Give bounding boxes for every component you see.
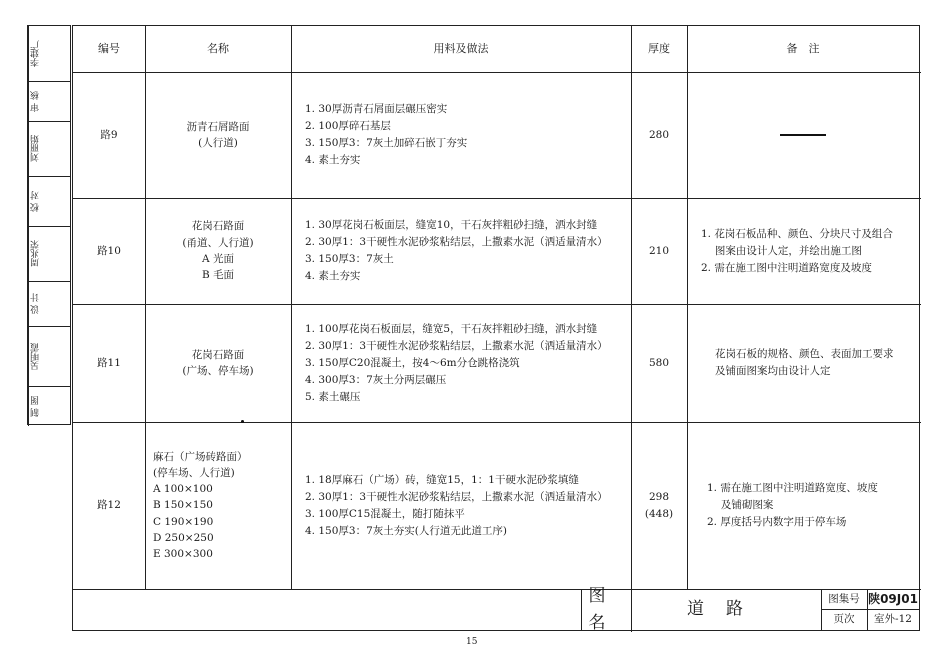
method-step: 2. 100厚碎石基层 bbox=[305, 120, 391, 132]
signature-role: 审 核 bbox=[28, 82, 42, 121]
method-step: 5. 素土碾压 bbox=[305, 390, 361, 403]
signature-name bbox=[42, 26, 72, 81]
row-name bbox=[145, 304, 291, 422]
row-name-text: 麻石（广场砖路面） (停车场、人行道) A 100×100 B 150×150 C 190×190 D 250×250 E 300×300 bbox=[153, 450, 248, 561]
method-step: 2. 30厚1：3干硬性水泥砂浆粘结层，上撒素水泥（洒适量清水） bbox=[305, 236, 608, 248]
page-value: 室外-12 bbox=[874, 613, 912, 626]
row-code: 路10 bbox=[97, 244, 121, 257]
row-thickness-text: 298 (448) bbox=[644, 491, 674, 520]
method-step: 4. 300厚3：7灰土分两层碾压 bbox=[305, 373, 447, 386]
header-thickness: 厚度 bbox=[648, 42, 670, 56]
row-name-text: 花岗石路面 (广场、停车场) bbox=[182, 348, 254, 377]
signature-role: 吴明霞 bbox=[28, 327, 42, 386]
header-code: 编号 bbox=[98, 42, 120, 56]
header-name: 名称 bbox=[207, 42, 229, 56]
remark-line: 图案由设计人定，并绘出施工图 bbox=[701, 244, 862, 257]
remarks-list bbox=[715, 346, 894, 380]
atlas-label: 图集号 bbox=[828, 592, 860, 605]
row-method bbox=[305, 304, 631, 422]
method-list bbox=[305, 321, 608, 406]
signature-role: 设 计 bbox=[28, 282, 42, 326]
signature-role: 制 图 bbox=[28, 387, 42, 426]
page-number: 15 bbox=[466, 637, 478, 647]
remark-line: 2. 厚度括号内数字用于停车场 bbox=[707, 516, 847, 528]
row-name-text: 沥青石屑路面 (人行道) bbox=[186, 120, 250, 149]
row-method bbox=[305, 422, 631, 589]
signature-cell bbox=[28, 326, 70, 386]
method-step: 4. 素土夯实 bbox=[305, 270, 361, 282]
method-list bbox=[305, 472, 608, 540]
material-table bbox=[72, 25, 920, 631]
method-step: 1. 100厚花岗石板面层，缝宽5，干石灰拌粗砂扫缝，洒水封缝 bbox=[305, 322, 598, 335]
method-step: 2. 30厚1：3干硬性水泥砂浆粘结层，上撒素水泥（洒适量清水） bbox=[305, 339, 608, 352]
row-name bbox=[153, 422, 291, 589]
method-list bbox=[305, 101, 467, 169]
method-step: 4. 素土夯实 bbox=[305, 154, 361, 166]
method-step: 1. 18厚麻石（广场）砖，缝宽15，1：1干硬水泥砂浆填缝 bbox=[305, 473, 579, 486]
empty-dash bbox=[780, 134, 826, 136]
row-thickness: 210 bbox=[648, 244, 670, 257]
row-method bbox=[305, 198, 631, 304]
method-step: 1. 30厚花岗石板面层，缝宽10，干石灰拌粗砂扫缝，洒水封缝 bbox=[305, 219, 598, 231]
signature-cell bbox=[28, 81, 70, 121]
remarks-list bbox=[707, 480, 878, 531]
signature-role: 校 对 bbox=[28, 177, 42, 226]
signature-cell bbox=[28, 121, 70, 176]
footer-label-text: 图名 bbox=[588, 586, 624, 633]
remark-line: 及铺砌图案 bbox=[707, 499, 774, 511]
signature-cell bbox=[28, 226, 70, 281]
atlas-value: 陕09J01 bbox=[868, 591, 918, 606]
row-code: 路11 bbox=[97, 356, 121, 369]
column-divider bbox=[291, 26, 292, 589]
row-code: 路12 bbox=[97, 499, 121, 512]
method-step: 4. 150厚3：7灰土夯实(人行道无此道工序) bbox=[305, 524, 507, 537]
method-step: 3. 150厚3：7灰土 bbox=[305, 253, 394, 265]
row-name bbox=[145, 198, 291, 304]
method-step: 1. 30厚沥青石屑面层碾压密实 bbox=[305, 103, 448, 115]
method-list bbox=[305, 217, 608, 285]
row-thickness: 580 bbox=[648, 356, 670, 369]
method-step: 3. 100厚C15混凝土，随打随抹平 bbox=[305, 507, 465, 520]
method-step: 3. 150厚3：7灰土加碎石嵌丁夯实 bbox=[305, 137, 468, 149]
signature-role: 刘丽娟 bbox=[28, 122, 42, 176]
signature-cell bbox=[28, 281, 70, 326]
row-thickness bbox=[631, 422, 687, 589]
page-label: 页次 bbox=[833, 613, 855, 626]
row-name-text: 花岗石路面 (甬道、人行道) A 光面 B 毛面 bbox=[182, 220, 254, 282]
remark-line: 花岗石板的规格、颜色、表面加工要求 bbox=[715, 348, 894, 360]
row-thickness: 280 bbox=[648, 128, 670, 141]
remark-line: 1. 花岗石板品种、颜色、分块尺寸及组合 bbox=[701, 227, 893, 240]
signature-cell bbox=[28, 176, 70, 226]
row-name bbox=[145, 72, 291, 198]
method-step: 3. 150厚C20混凝土，按4～6m分仓跳格浇筑 bbox=[305, 356, 520, 369]
row-method bbox=[305, 72, 631, 198]
footer-title bbox=[631, 589, 821, 630]
remark-line: 2. 需在施工图中注明道路宽度及坡度 bbox=[701, 261, 872, 274]
row-code: 路9 bbox=[100, 128, 118, 141]
header-method: 用料及做法 bbox=[433, 42, 489, 56]
signature-cell bbox=[28, 26, 70, 81]
signature-column bbox=[27, 25, 71, 425]
method-step: 2. 30厚1：3干硬性水泥砂浆粘结层，上撒素水泥（洒适量清水） bbox=[305, 490, 608, 503]
footer-title-text: 道路 bbox=[687, 599, 765, 620]
row-remarks bbox=[707, 422, 919, 589]
signature-cell bbox=[28, 386, 70, 426]
row-remarks bbox=[715, 304, 919, 422]
signature-role: 李建广 bbox=[28, 26, 42, 81]
row-remarks bbox=[701, 198, 919, 304]
remark-line: 1. 需在施工图中注明道路宽度、坡度 bbox=[707, 482, 878, 494]
signature-role: 周兆荣 bbox=[28, 227, 42, 281]
remarks-list bbox=[701, 226, 893, 277]
row-remarks bbox=[687, 72, 919, 198]
footer-label bbox=[581, 586, 631, 633]
remark-line: 及铺面图案均由设计人定 bbox=[715, 365, 831, 377]
header-remarks: 备 注 bbox=[786, 42, 820, 56]
